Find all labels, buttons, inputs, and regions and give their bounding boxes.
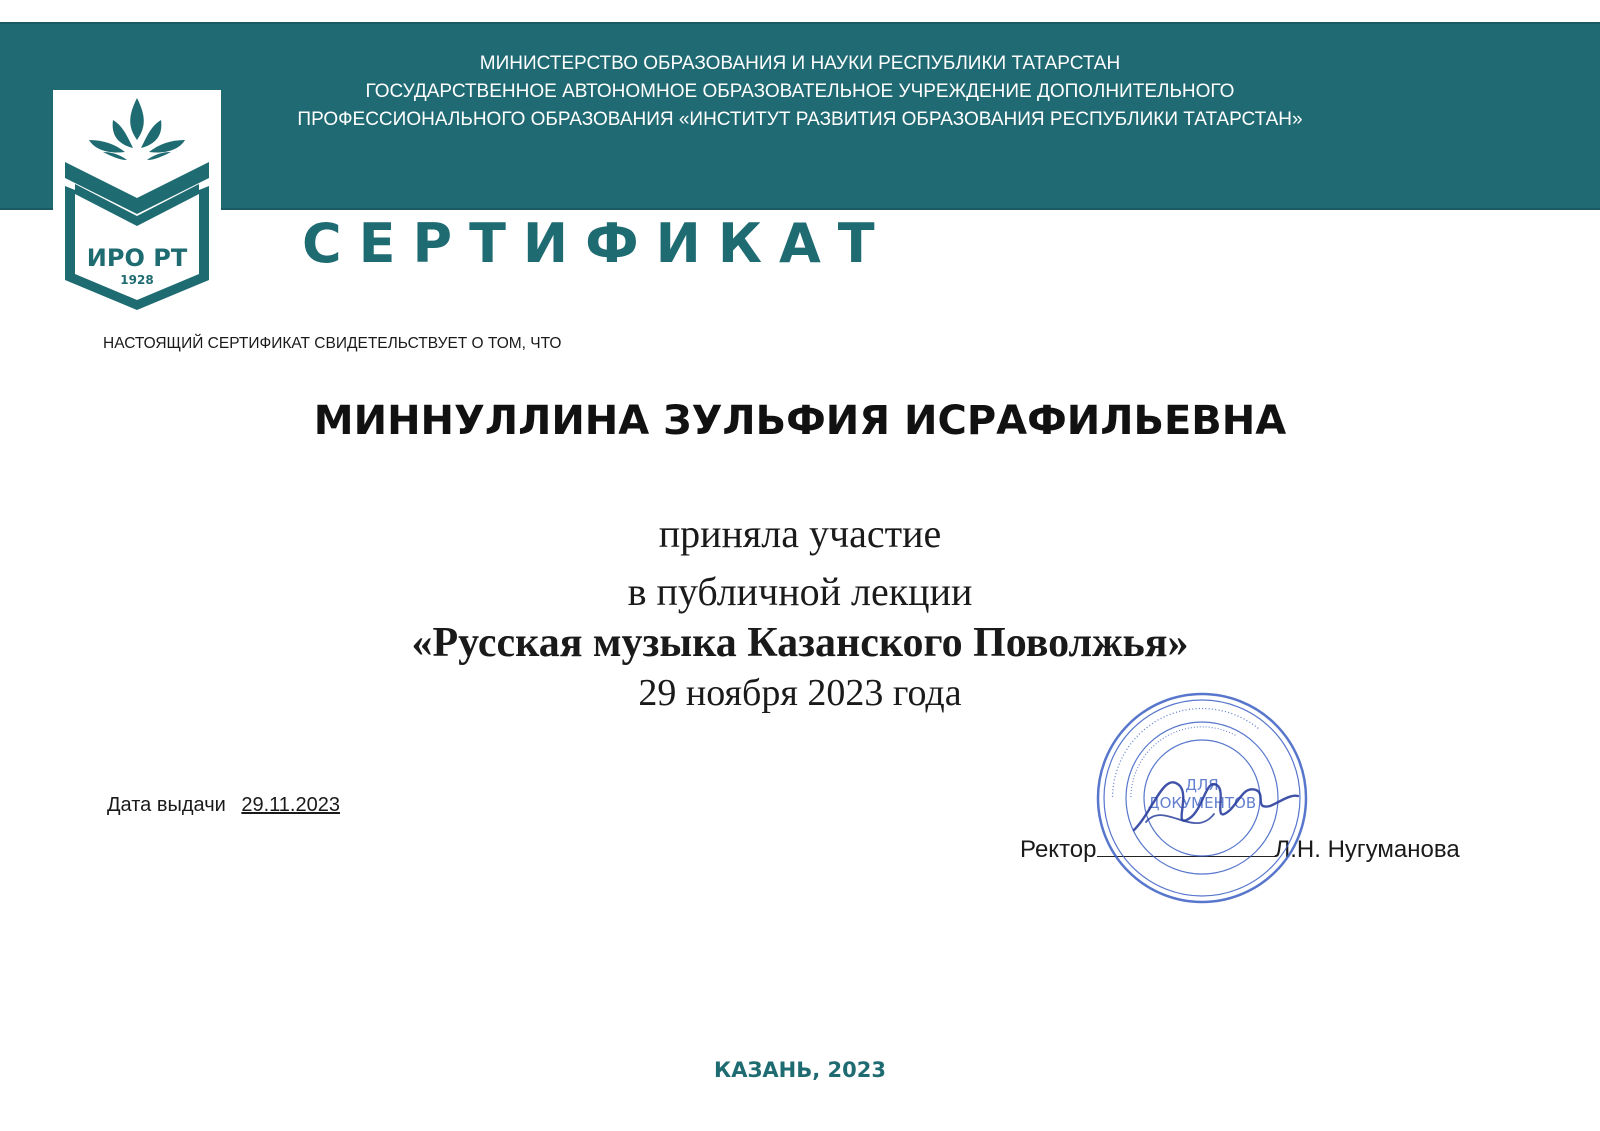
svg-text:······························: ················································· [1126, 722, 1239, 799]
issue-date [107, 794, 350, 817]
organization-header [250, 50, 1350, 134]
event-title: «Русская музыка Казанского Поволжья» [411, 620, 1189, 666]
recipient-name: МИННУЛЛИНА ЗУЛЬФИЯ ИСРАФИЛЬЕВНА [313, 398, 1287, 444]
logo-name: ИРО РТ [86, 244, 188, 272]
event-date: 29 ноября 2023 года [638, 672, 962, 714]
seal-text-1: ДЛЯ [1185, 776, 1219, 794]
org-line-institution: ГОСУДАРСТВЕННОЕ АВТОНОМНОЕ ОБРАЗОВАТЕЛЬНОЕ УЧРЕЖДЕНИЕ ДОПОЛНИТЕЛЬНОГО [365, 81, 1235, 102]
org-line-institution-name: ПРОФЕССИОНАЛЬНОГО ОБРАЗОВАНИЯ «ИНСТИТУТ РАЗВИТИЯ ОБРАЗОВАНИЯ РЕСПУБЛИКИ ТАТАРСТАН» [297, 109, 1303, 130]
institute-logo [53, 90, 221, 322]
official-seal-icon [1094, 690, 1310, 906]
signatory-role: Ректор [1020, 836, 1097, 863]
logo-year: 1928 [120, 273, 154, 287]
org-line-ministry: МИНИСТЕРСТВО ОБРАЗОВАНИЯ И НАУКИ РЕСПУБЛИКИ ТАТАРСТАН [479, 53, 1121, 74]
issue-date-label: Дата выдачи [107, 794, 226, 816]
signatory-name: Л.Н. Нугуманова [1274, 836, 1460, 863]
event-type: в публичной лекции [627, 569, 973, 614]
city-year: КАЗАНЬ, 2023 [714, 1058, 886, 1082]
seal-text-2: ДОКУМЕНТОВ [1147, 794, 1257, 812]
book-emblem-icon [53, 90, 221, 322]
attest-text: НАСТОЯЩИЙ СЕРТИФИКАТ СВИДЕТЕЛЬСТВУЕТ О ТОМ, ЧТО [103, 335, 562, 352]
certificate-title: СЕРТИФИКАТ [302, 212, 892, 275]
issue-date-value: 29.11.2023 [241, 794, 340, 816]
participation-text: приняла участие [658, 511, 942, 556]
svg-text:······························: ····························································· [1107, 703, 1262, 799]
